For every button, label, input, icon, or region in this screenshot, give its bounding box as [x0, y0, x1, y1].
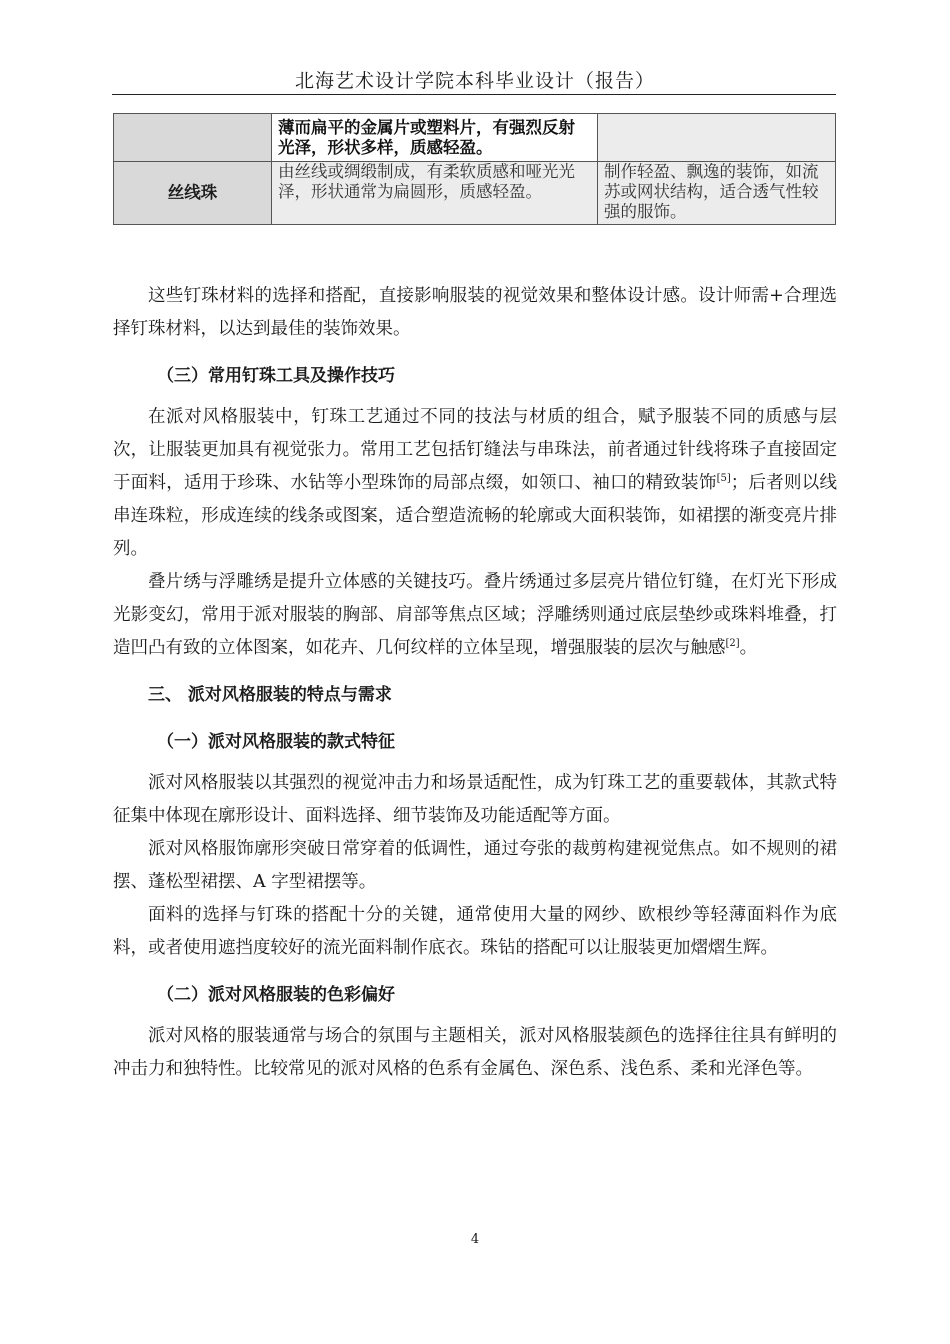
table-cell-desc: 薄而扁平的金属片或塑料片，有强烈反射光泽，形状多样，质感轻盈。: [272, 114, 598, 162]
chapter-heading: 三、 派对风格服装的特点与需求: [148, 685, 392, 705]
paragraph: 派对风格服装以其强烈的视觉冲击力和场景适配性，成为钉珠工艺的重要载体，其款式特征集中体现在廓形设计、面料选择、细节装饰及功能适配等方面。: [113, 773, 837, 826]
header-rule: [112, 94, 836, 95]
table-cell-desc: 由丝线或绸缎制成，有柔软质感和哑光光泽，形状通常为扁圆形，质感轻盈。: [272, 162, 598, 225]
page-number: 4: [470, 1232, 480, 1247]
paragraph-text: 。: [739, 638, 758, 658]
paragraph: [113, 401, 837, 566]
paragraph: 派对风格的服装通常与场合的氛围与主题相关，派对风格服装颜色的选择往往具有鲜明的冲击力和独特性。比较常见的派对风格的色系有金属色、深色系、浅色系、柔和光泽色等。: [113, 1026, 837, 1079]
paragraph-text: 在派对风格服装中，钉珠工艺通过不同的技法与材质的组合，赋予服装不同的质感与层次，让服装更加具有视觉张力。常用工艺包括钉缝法与串珠法，前者通过针线将珠子直接固定于面料，适用于珍珠、水钻等小型珠饰的局部点缀，如领口、袖口的精致装饰: [113, 407, 837, 493]
table-cell-use: [598, 114, 836, 162]
section-heading: （二）派对风格服装的色彩偏好: [157, 985, 395, 1005]
paragraph: 派对风格服饰廓形突破日常穿着的低调性，通过夸张的裁剪构建视觉焦点。如不规则的裙摆、蓬松型裙摆、A 字型裙摆等。: [113, 839, 837, 892]
citation-ref: [5]: [716, 473, 731, 484]
section-heading: （一）派对风格服装的款式特征: [157, 732, 395, 752]
table-cell-name: 丝线珠: [114, 162, 272, 225]
table-row: [114, 162, 836, 225]
paragraph: 这些钉珠材料的选择和搭配，直接影响服装的视觉效果和整体设计感。设计师需+合理选择钉珠材料，以达到最佳的装饰效果。: [113, 286, 837, 339]
paragraph-text: ；后者则以线串连珠粒，形成连续的线条或图案，适合塑造流畅的轮廓或大面积装饰，如裙摆的渐变亮片排列。: [113, 473, 838, 559]
paragraph: [113, 566, 837, 665]
body-content: [113, 280, 837, 1086]
materials-table: [113, 113, 836, 225]
section-heading: （三）常用钉珠工具及操作技巧: [157, 366, 395, 386]
table-row: [114, 114, 836, 162]
citation-ref: [2]: [725, 638, 740, 649]
table-cell-use: 制作轻盈、飘逸的装饰，如流苏或网状结构，适合透气性较强的服饰。: [598, 162, 836, 225]
page-header-title: 北海艺术设计学院本科毕业设计（报告）: [294, 70, 655, 92]
table-cell-name: [114, 114, 272, 162]
paragraph: 面料的选择与钉珠的搭配十分的关键，通常使用大量的网纱、欧根纱等轻薄面料作为底料，或者使用遮挡度较好的流光面料制作底衣。珠钻的搭配可以让服装更加熠熠生辉。: [113, 905, 837, 958]
paragraph-text: 叠片绣与浮雕绣是提升立体感的关键技巧。叠片绣通过多层亮片错位钉缝，在灯光下形成光影变幻，常用于派对服装的胸部、肩部等焦点区域；浮雕绣则通过底层垫纱或珠料堆叠，打造凹凸有致的立体图案，如花卉、几何纹样的立体呈现，增强服装的层次与触感: [113, 572, 837, 658]
